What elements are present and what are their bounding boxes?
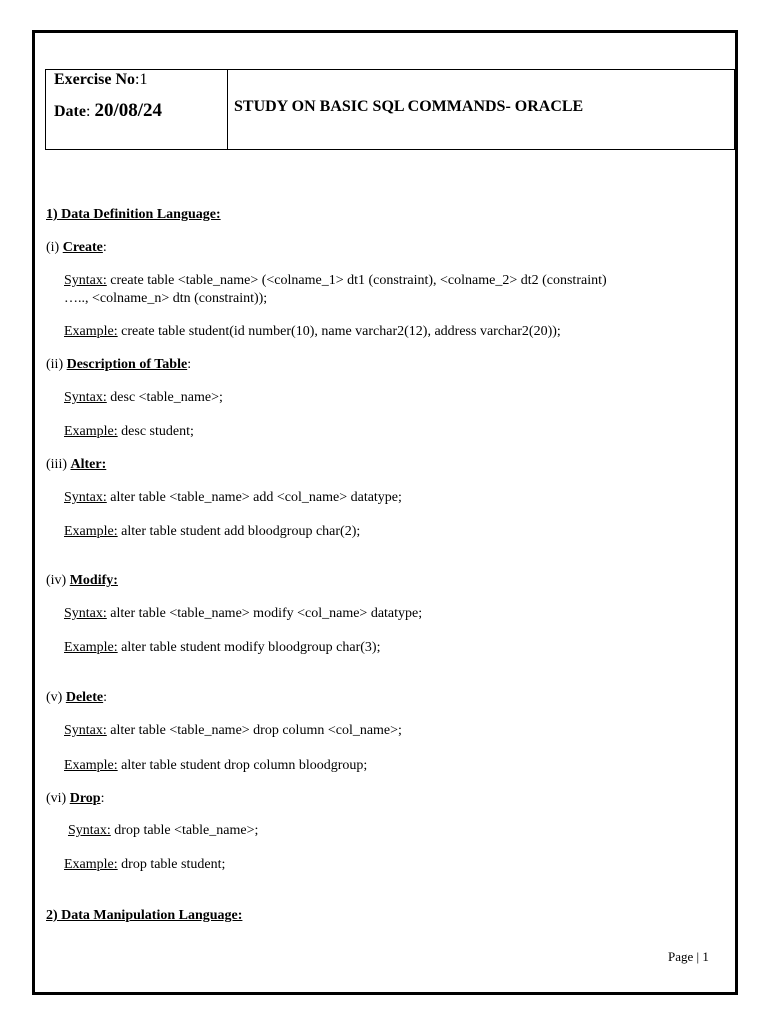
example-modify: Example: alter table student modify bloodgroup char(3); (64, 640, 381, 655)
page-number: Page | 1 (668, 949, 709, 964)
syntax-alter: Syntax: alter table <table_name> add <col_name> datatype; (64, 490, 402, 505)
example-drop: Example: drop table student; (64, 857, 226, 872)
item-heading-desc: (ii) Description of Table: (46, 357, 192, 372)
syntax-delete: Syntax: alter table <table_name> drop column <col_name>; (64, 723, 402, 738)
item-heading-drop: (vi) Drop: (46, 791, 105, 806)
item-heading-alter: (iii) Alter: (46, 457, 107, 472)
example-create: Example: create table student(id number(10), name varchar2(12), address varchar2(20)); (64, 324, 561, 339)
syntax-desc: Syntax: desc <table_name>; (64, 390, 223, 405)
syntax-create: Syntax: create table <table_name> (<colname_1> dt1 (constraint), <colname_2> dt2 (constraint) (64, 273, 607, 288)
example-delete: Example: alter table student drop column bloodgroup; (64, 758, 368, 773)
header-table (45, 69, 735, 150)
syntax-drop: Syntax: drop table <table_name>; (68, 823, 259, 838)
example-desc: Example: desc student; (64, 424, 194, 439)
item-heading-modify: (iv) Modify: (46, 573, 118, 588)
syntax-modify: Syntax: alter table <table_name> modify <col_name> datatype; (64, 606, 423, 621)
page-title: STUDY ON BASIC SQL COMMANDS- ORACLE (234, 98, 584, 115)
exercise-date: Date: 20/08/24 (54, 100, 162, 121)
item-heading-create: (i) Create: (46, 240, 107, 255)
exercise-number: Exercise No:1 (54, 71, 148, 88)
section-heading-dml: 2) Data Manipulation Language: (46, 908, 243, 923)
syntax-create-continued: ….., <colname_n> dtn (constraint)); (64, 291, 268, 306)
section-heading-ddl: 1) Data Definition Language: (46, 207, 221, 222)
header-divider (227, 70, 228, 149)
example-alter: Example: alter table student add bloodgroup char(2); (64, 524, 361, 539)
page-border (32, 30, 738, 995)
item-heading-delete: (v) Delete: (46, 690, 108, 705)
